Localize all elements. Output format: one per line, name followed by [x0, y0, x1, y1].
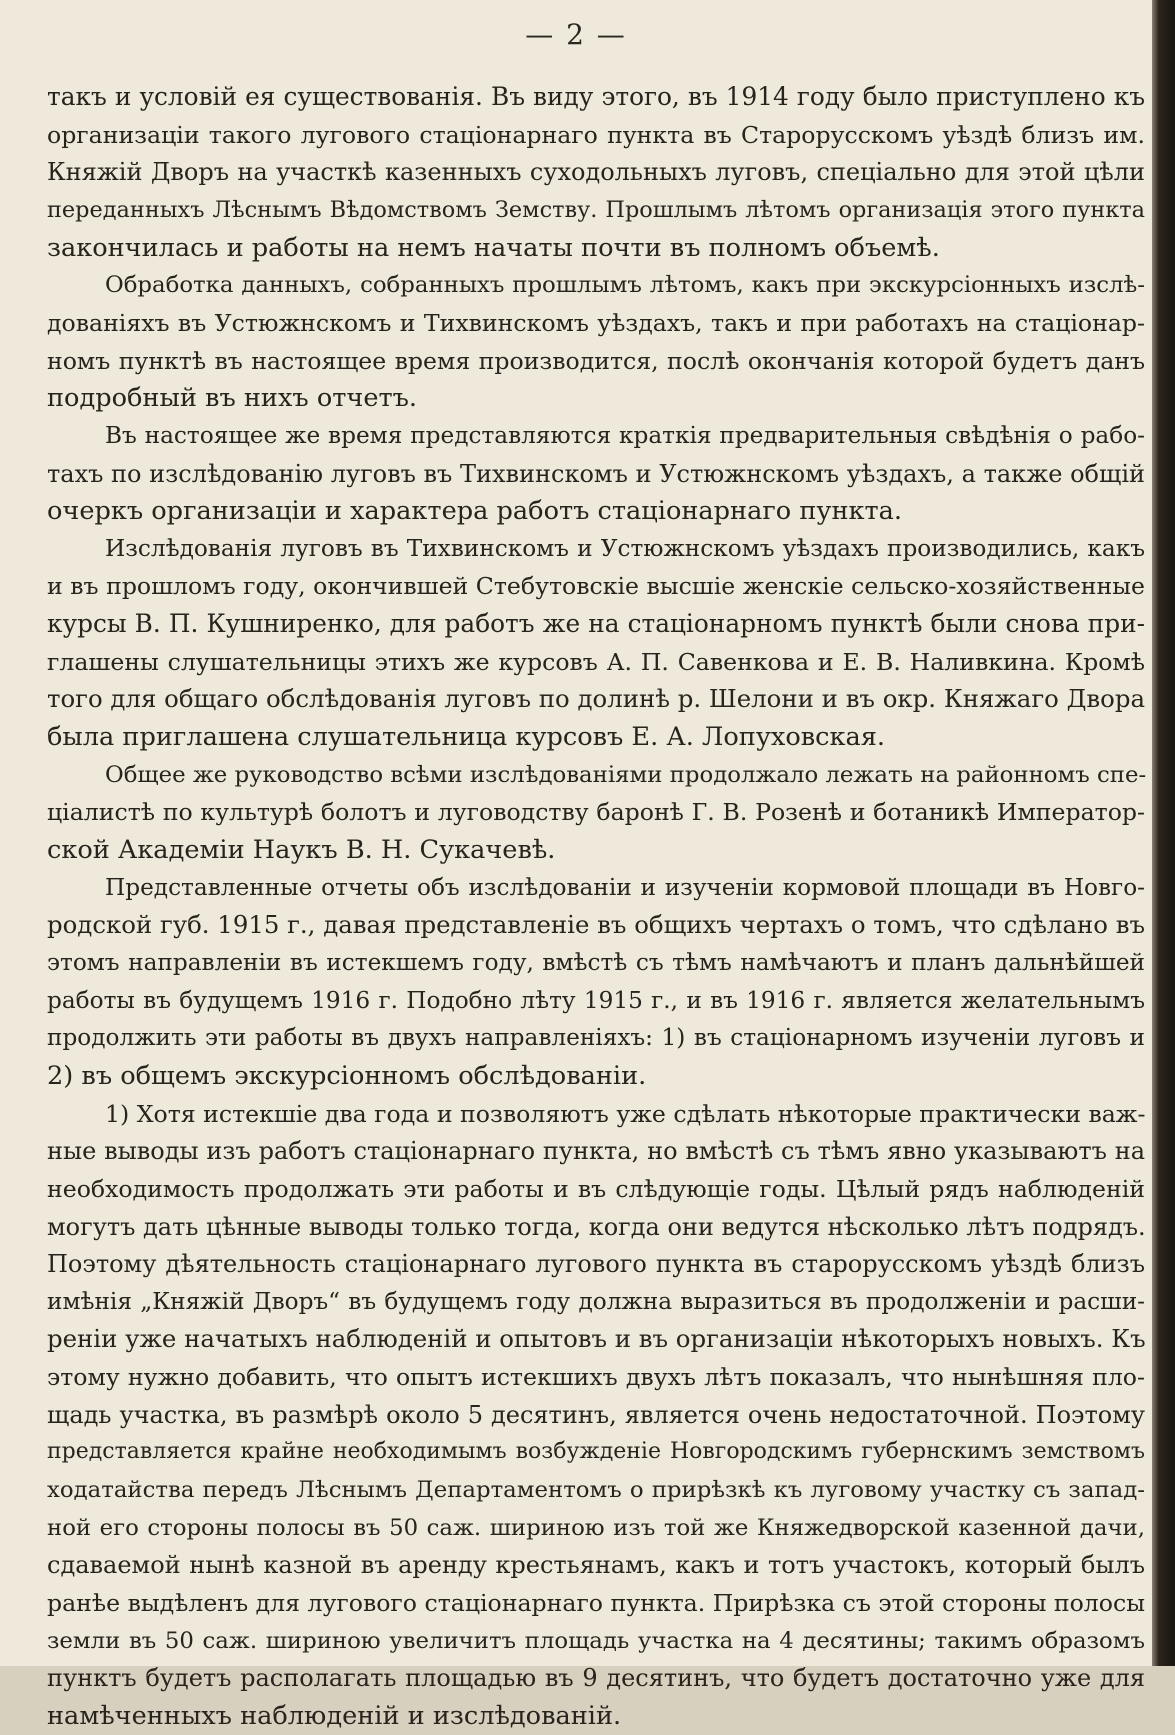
page-number: — 2 — [525, 18, 627, 51]
text-line: Изслѣдованія луговъ въ Тихвинскомъ и Устюжнскомъ уѣздахъ производились, какъ [105, 534, 1145, 562]
text-line: такъ и условій ея существованія. Въ виду этого, въ 1914 году было приступлено къ [47, 82, 1145, 111]
text-line: Въ настоящее же время представляются краткія предварительныя свѣдѣнія о рабо- [105, 421, 1145, 449]
text-line: этомъ направленіи въ истекшемъ году, вмѣстѣ съ тѣмъ намѣчаютъ и планъ дальнѣйшей [47, 948, 1145, 976]
text-line: закончилась и работы на немъ начаты почти въ полномъ объемѣ. [47, 232, 940, 263]
text-line: представляется крайне необходимымъ возбужденіе Новгородскимъ губернскимъ земствомъ [47, 1439, 1145, 1465]
text-line: продолжить эти работы въ двухъ направленіяхъ: 1) въ стаціонарномъ изученіи луговъ и [47, 1024, 1145, 1052]
text-line: и въ прошломъ году, окончившей Стебутовскіе высшіе женскіе сельско-хозяйственные [47, 572, 1145, 601]
text-line: ной его стороны полосы въ 50 саж. шириною изъ той же Княжедворской казенной дачи, [47, 1514, 1145, 1541]
text-line: 2) въ общемъ экскурсіонномъ обслѣдованіи. [47, 1060, 647, 1091]
text-line: могутъ дать цѣнные выводы только тогда, когда они ведутся нѣсколько лѣтъ подрядъ. [47, 1212, 1146, 1241]
text-line: Общее же руководство всѣми изслѣдованіями продолжало лежать на районномъ спе- [105, 761, 1147, 788]
text-line: щадь участка, въ размѣрѣ около 5 десятинъ, является очень недостаточной. Поэтому [47, 1400, 1145, 1429]
text-line: подробный въ нихъ отчетъ. [47, 383, 418, 414]
text-line: курсы В. П. Кушниренко, для работъ же на стаціонарномъ пунктѣ были снова при- [47, 609, 1145, 639]
text-line: Княжій Дворъ на участкѣ казенныхъ суходольныхъ луговъ, спеціально для этой цѣли [47, 158, 1145, 187]
text-line: земли въ 50 саж. шириною увеличитъ площадь участка на 4 десятины; такимъ образомъ [47, 1627, 1145, 1654]
text-line: ской Академіи Наукъ В. Н. Сукачевѣ. [47, 835, 556, 865]
text-line: организаціи такого лугового стаціонарнаго пункта въ Старорусскомъ уѣздѣ близъ им. [47, 120, 1145, 149]
text-line: 1) Хотя истекшіе два года и позволяютъ уже сдѣлать нѣкоторые практически важ- [105, 1099, 1146, 1128]
text-line: переданныхъ Лѣснымъ Вѣдомствомъ Земству. Прошлымъ лѣтомъ организація этого пункта [47, 196, 1145, 223]
text-line: Представленные отчеты объ изслѣдованіи и изученіи кормовой площади въ Новго- [105, 873, 1145, 901]
text-line: сдаваемой нынѣ казной въ аренду крестьянамъ, какъ и тотъ участокъ, который былъ [47, 1551, 1145, 1580]
text-line: дованіяхъ въ Устюжнскомъ и Тихвинскомъ уѣздахъ, такъ и при работахъ на стаціонар- [47, 308, 1145, 337]
text-line: ные выводы изъ работъ стаціонарнаго пункта, но вмѣстѣ съ тѣмъ явно указываютъ на [47, 1137, 1145, 1166]
text-line: реніи уже начатыхъ наблюденій и опытовъ и въ организаціи нѣкоторыхъ новыхъ. Къ [47, 1324, 1146, 1354]
text-line: глашены слушательницы этихъ же курсовъ А. П. Савенкова и Е. В. Наливкина. Кромѣ [47, 647, 1145, 676]
text-line: Обработка данныхъ, собранныхъ прошлымъ лѣтомъ, какъ при экскурсіонныхъ изслѣ- [105, 272, 1145, 299]
text-line: ціалистѣ по культурѣ болотъ и луговодству баронѣ Г. В. Розенѣ и ботаникѣ Император- [47, 798, 1145, 827]
book-spine-shadow [1152, 0, 1175, 1666]
text-line: ходатайства передъ Лѣснымъ Департаментомъ о прирѣзкѣ къ луговому участку съ запад- [47, 1477, 1145, 1504]
text-line: ранѣе выдѣленъ для лугового стаціонарнаго пункта. Прирѣзка съ этой стороны полосы [47, 1589, 1145, 1617]
text-line: номъ пунктѣ въ настоящее время производится, послѣ окончанія которой будетъ данъ [47, 346, 1145, 375]
text-line: родской губ. 1915 г., давая представленіе въ общихъ чертахъ о томъ, что сдѣлано въ [47, 910, 1145, 940]
text-line: очеркъ организаціи и характера работъ стаціонарнаго пункта. [47, 496, 903, 527]
text-line: Поэтому дѣятельность стаціонарнаго лугового пункта въ старорусскомъ уѣздѣ близъ [47, 1250, 1145, 1279]
text-line: намѣченныхъ наблюденій и изслѣдованій. [47, 1700, 622, 1731]
text-line: пунктъ будетъ располагать площадью въ 9 десятинъ, что будетъ достаточно уже для [47, 1664, 1145, 1693]
text-line: тахъ по изслѣдованію луговъ въ Тихвинскомъ и Устюжнскомъ уѣздахъ, а также общій [47, 459, 1145, 488]
text-line: работы въ будущемъ 1916 г. Подобно лѣту 1915 г., и въ 1916 г. является желательнымъ [47, 986, 1145, 1014]
text-line: этому нужно добавить, что опытъ истекшихъ двухъ лѣтъ показалъ, что нынѣшняя пло- [47, 1363, 1145, 1392]
text-line: необходимость продолжать эти работы и въ слѣдующіе годы. Цѣлый рядъ наблюденій [47, 1174, 1145, 1203]
text-line: имѣнія „Княжій Дворъ“ въ будущемъ году должна выразиться въ продолженіи и расши- [47, 1287, 1145, 1315]
text-line: того для общаго обслѣдованія луговъ по долинѣ р. Шелони и въ окр. Княжаго Двора [47, 684, 1145, 714]
text-line: была приглашена слушательница курсовъ Е. А. Лопуховская. [47, 722, 886, 753]
